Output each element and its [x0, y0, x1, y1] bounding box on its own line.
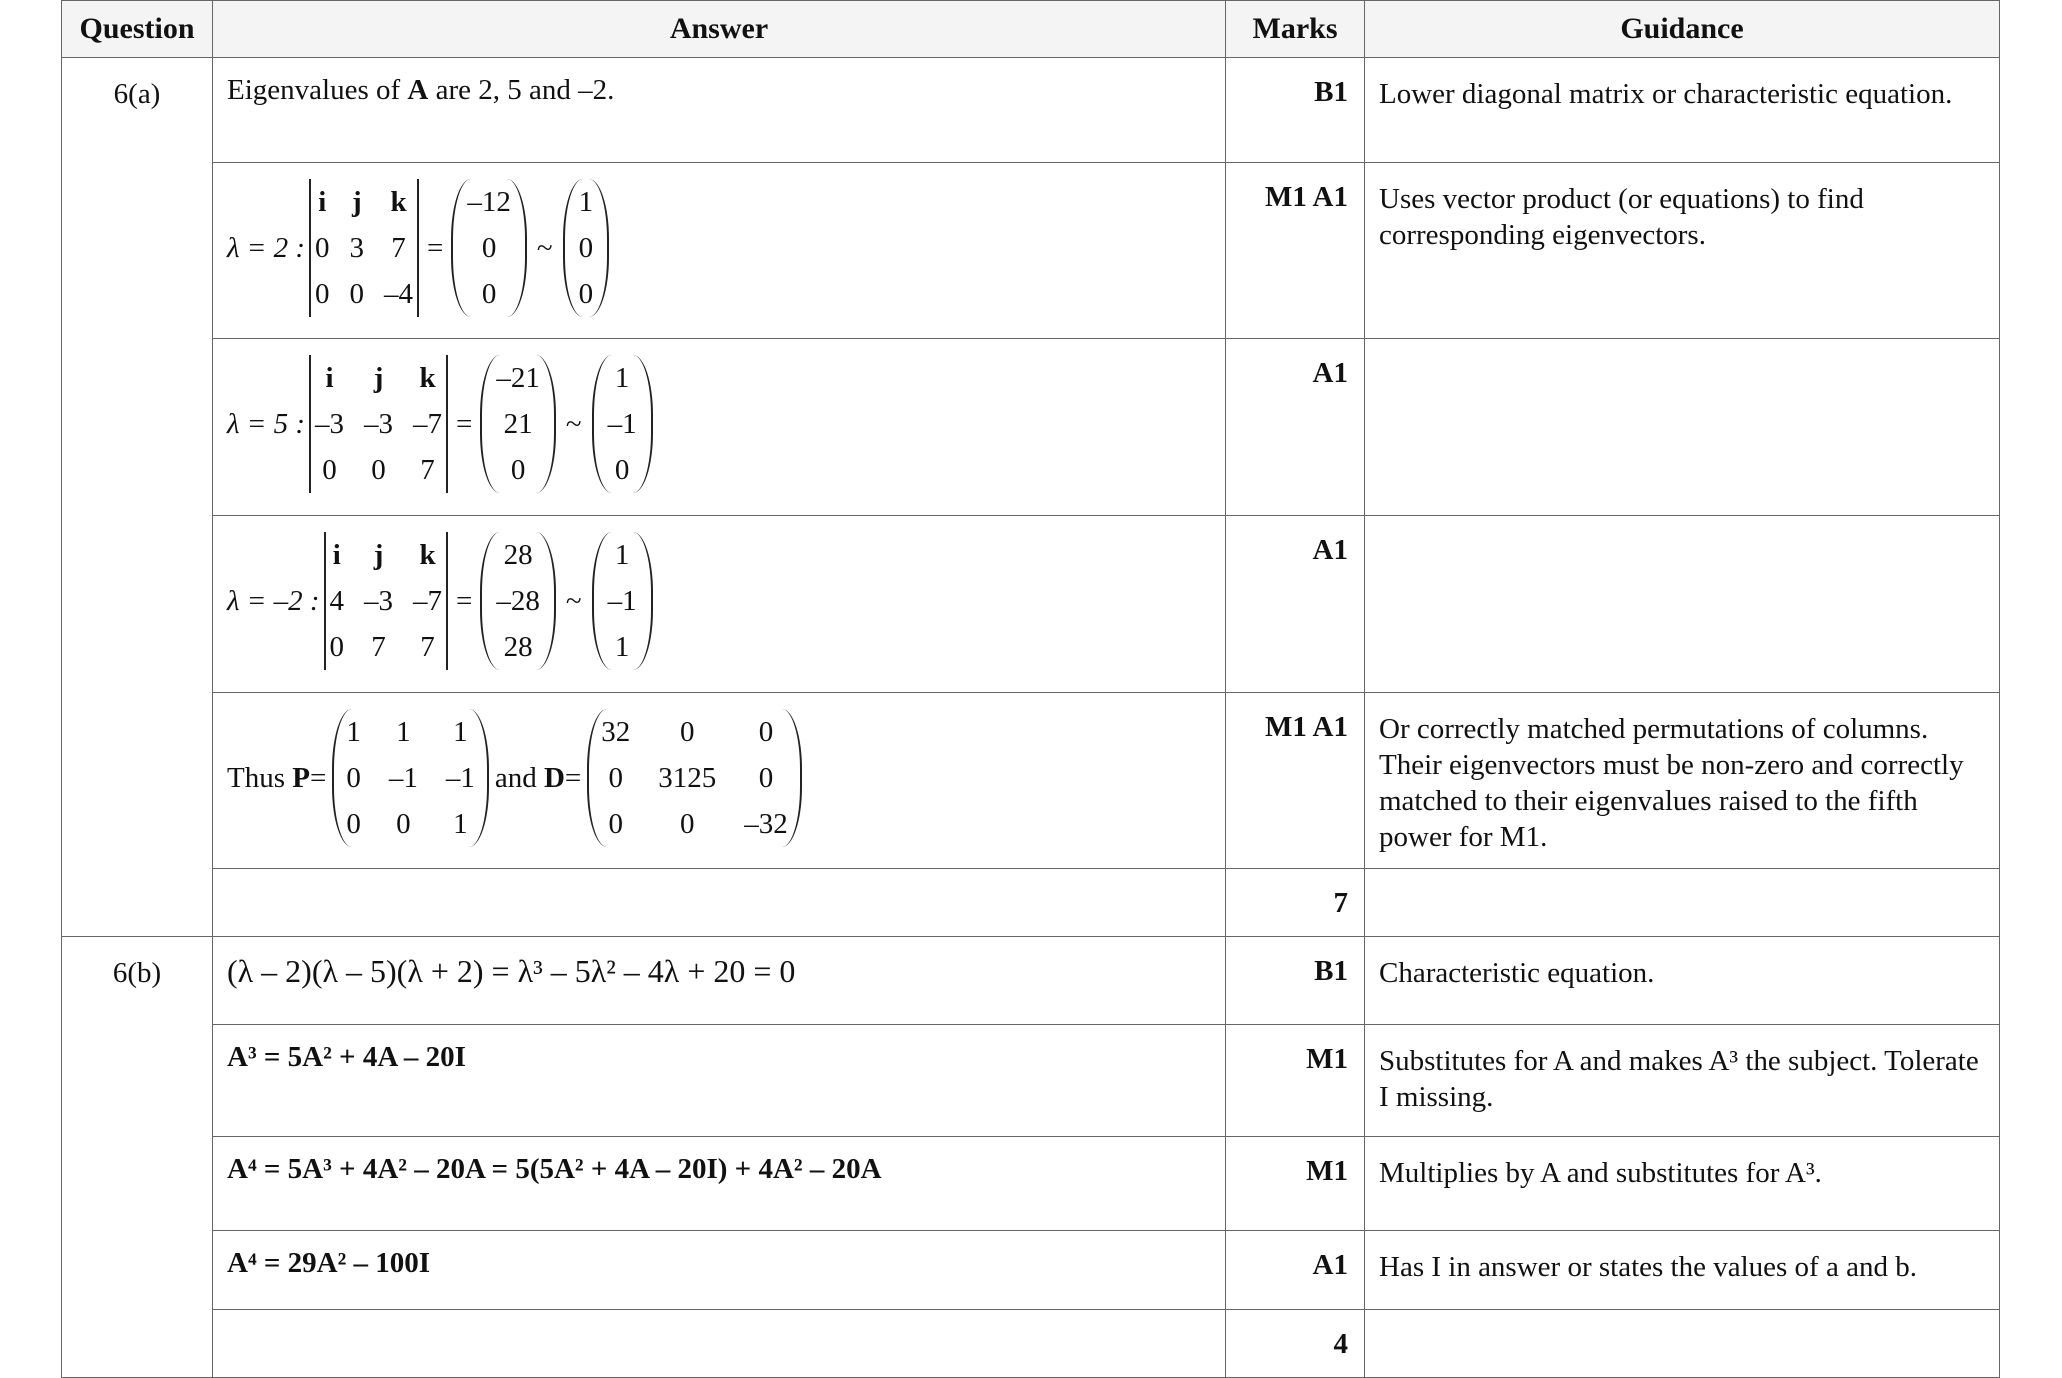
- determinant-entry: 0: [315, 278, 330, 310]
- determinant-entry: j: [373, 362, 384, 394]
- matrix-entry: –1: [445, 762, 475, 794]
- determinant-entry: 7: [371, 631, 386, 663]
- determinant-entry: –7: [413, 408, 443, 440]
- matrix-entry: 0: [396, 808, 411, 840]
- marks-cell: M1 A1: [1226, 693, 1365, 869]
- guidance-cell: [1365, 1310, 2000, 1378]
- matrix-entry: 0: [758, 716, 774, 748]
- marks-cell: M1: [1226, 1025, 1365, 1137]
- guidance-cell: Lower diagonal matrix or characteristic equation.: [1365, 58, 2000, 163]
- determinant-entry: 4: [329, 585, 345, 617]
- guidance-cell: Multiplies by A and substitutes for A³.: [1365, 1137, 2000, 1231]
- vector-entry: –21: [496, 362, 540, 394]
- determinant-entry: –3: [364, 585, 394, 617]
- determinant-entry: j: [373, 539, 384, 571]
- answer-cell: λ = 5 : i j k –3 –3 –7 0 0 7 = –21 21 0 ~ 1 –1 0: [213, 339, 1226, 516]
- lambda-label: λ = 5 :: [227, 407, 306, 440]
- marks-cell: A1: [1226, 339, 1365, 516]
- guidance-cell: Has I in answer or states the values of a and b.: [1365, 1231, 2000, 1310]
- matrix-entry: 1: [396, 716, 411, 748]
- matrix-symbol: A: [407, 74, 429, 106]
- eigenvector: [563, 179, 610, 317]
- marks-cell: M1 A1: [1226, 163, 1365, 339]
- eigenvector-entry: –1: [607, 585, 637, 617]
- answer-cell: A⁴ = 29A² – 100I: [213, 1231, 1226, 1310]
- determinant-entry: 7: [391, 232, 406, 264]
- determinant: [309, 179, 419, 317]
- eigenvector-entry: 1: [578, 186, 594, 218]
- vector-entry: 21: [503, 408, 533, 440]
- total-marks: 7: [1226, 869, 1365, 937]
- guidance-cell: Or correctly matched permutations of columns. Their eigenvectors must be non-zero and correctly matched to their eigenvalues raised to the fifth power for M1.: [1365, 693, 2000, 869]
- answer-cell: [213, 693, 1226, 869]
- question-label-6b: 6(b): [62, 937, 213, 1378]
- table-row: [62, 693, 2000, 869]
- question-label-6a: 6(a): [62, 58, 213, 937]
- matrix-entry: 1: [453, 808, 468, 840]
- matrix-entry: 0: [680, 716, 695, 748]
- determinant-entry: i: [318, 186, 327, 218]
- answer-text: are 2, 5 and –2.: [428, 74, 615, 106]
- vector-product: [480, 355, 556, 493]
- answer-cell: A³ = 5A² + 4A – 20I: [213, 1025, 1226, 1137]
- answer-cell: λ = 2 : i j k 0 3 7 0 0 –4 = –12 0 0 ~ 1 0 0: [213, 163, 1226, 339]
- eigenvector-entry: –1: [607, 408, 637, 440]
- vector-entry: 28: [503, 539, 533, 571]
- matrix-symbol: D: [543, 761, 565, 794]
- header-answer: Answer: [213, 1, 1226, 58]
- header-guidance: Guidance: [1365, 1, 2000, 58]
- guidance-cell: Substitutes for A and makes A³ the subject. Tolerate I missing.: [1365, 1025, 2000, 1137]
- matrix-entry: 32: [601, 716, 631, 748]
- determinant-entry: –7: [413, 585, 443, 617]
- determinant-entry: 0: [315, 232, 330, 264]
- answer-cell: [213, 1310, 1226, 1378]
- equals: =: [564, 761, 582, 794]
- vector-entry: –28: [496, 585, 540, 617]
- eigenvector-entry: 1: [614, 539, 630, 571]
- determinant-entry: 0: [371, 454, 386, 486]
- table-row: [62, 1231, 2000, 1310]
- table-row: [62, 1025, 2000, 1137]
- marks-cell: M1: [1226, 1137, 1365, 1231]
- lambda-label: λ = –2 :: [227, 584, 320, 617]
- determinant-entry: 0: [329, 631, 345, 663]
- eigenvector-entry: 0: [614, 454, 630, 486]
- answer-text: and: [494, 761, 537, 794]
- determinant: [324, 532, 449, 670]
- table-row: [62, 58, 2000, 163]
- vector-entry: 0: [510, 454, 526, 486]
- determinant-entry: –3: [364, 408, 394, 440]
- matrix-symbol: P: [292, 761, 310, 794]
- marks-cell: B1: [1226, 58, 1365, 163]
- vector-product: [451, 179, 527, 317]
- determinant-entry: –3: [315, 408, 345, 440]
- matrix-entry: 0: [346, 762, 361, 794]
- matrix-entry: –32: [744, 808, 788, 840]
- marks-cell: B1: [1226, 937, 1365, 1025]
- determinant-entry: i: [332, 539, 341, 571]
- determinant-entry: 3: [349, 232, 365, 264]
- guidance-cell: [1365, 516, 2000, 693]
- eigenvector: [592, 532, 653, 670]
- eigenvector-entry: 0: [578, 278, 594, 310]
- vector-entry: –12: [467, 186, 511, 218]
- matrix-entry: 0: [346, 808, 361, 840]
- determinant-entry: i: [325, 362, 334, 394]
- matrix-entry: 0: [608, 762, 624, 794]
- answer-cell: [213, 869, 1226, 937]
- matrix-entry: 1: [453, 716, 468, 748]
- lambda-label: λ = 2 :: [227, 231, 306, 264]
- eigenvector-entry: 1: [614, 631, 630, 663]
- header-row: [62, 1, 2000, 58]
- marks-cell: A1: [1226, 516, 1365, 693]
- answer-cell: [213, 58, 1226, 163]
- determinant-entry: 7: [420, 631, 435, 663]
- mark-scheme-table: [61, 0, 2000, 1378]
- matrix-D: [587, 709, 802, 847]
- eigenvector: [592, 355, 653, 493]
- header-marks: Marks: [1226, 1, 1365, 58]
- matrix-entry: 0: [608, 808, 624, 840]
- determinant: [309, 355, 448, 493]
- table-row: [62, 937, 2000, 1025]
- answer-text: Eigenvalues of: [227, 74, 408, 106]
- answer-cell: λ = –2 : i j k 4 –3 –7 0 7 7 = 28 –28 28 ~ 1 –1 1: [213, 516, 1226, 693]
- eigenvector-entry: 1: [614, 362, 630, 394]
- header-question: Question: [62, 1, 213, 58]
- guidance-cell: Uses vector product (or equations) to find corresponding eigenvectors.: [1365, 163, 2000, 339]
- table-row: [62, 163, 2000, 339]
- answer-cell: (λ – 2)(λ – 5)(λ + 2) = λ³ – 5λ² – 4λ + 20 = 0: [213, 937, 1226, 1025]
- table-row: [62, 1310, 2000, 1378]
- matrix-P: [332, 709, 489, 847]
- matrix-entry: 3125: [658, 762, 717, 794]
- matrix-entry: 0: [758, 762, 774, 794]
- vector-entry: 0: [481, 232, 497, 264]
- determinant-entry: k: [390, 186, 407, 218]
- guidance-cell: [1365, 339, 2000, 516]
- table-row: [62, 339, 2000, 516]
- marks-cell: A1: [1226, 1231, 1365, 1310]
- determinant-entry: j: [351, 186, 362, 218]
- table-row: [62, 869, 2000, 937]
- vector-product: [480, 532, 556, 670]
- eigenvector-entry: 0: [578, 232, 594, 264]
- table-row: [62, 516, 2000, 693]
- answer-cell: A⁴ = 5A³ + 4A² – 20A = 5(5A² + 4A – 20I) + 4A² – 20A: [213, 1137, 1226, 1231]
- matrix-entry: 0: [680, 808, 695, 840]
- matrix-entry: –1: [388, 762, 418, 794]
- equals: =: [309, 761, 327, 794]
- table-row: [62, 1137, 2000, 1231]
- determinant-entry: 7: [420, 454, 435, 486]
- answer-text: Thus: [227, 761, 285, 794]
- vector-entry: 0: [481, 278, 497, 310]
- vector-entry: 28: [503, 631, 533, 663]
- determinant-entry: –4: [384, 278, 414, 310]
- guidance-cell: [1365, 869, 2000, 937]
- determinant-entry: 0: [322, 454, 337, 486]
- total-marks: 4: [1226, 1310, 1365, 1378]
- matrix-entry: 1: [346, 716, 361, 748]
- determinant-entry: k: [419, 362, 436, 394]
- determinant-entry: k: [419, 539, 436, 571]
- determinant-entry: 0: [349, 278, 365, 310]
- guidance-cell: Characteristic equation.: [1365, 937, 2000, 1025]
